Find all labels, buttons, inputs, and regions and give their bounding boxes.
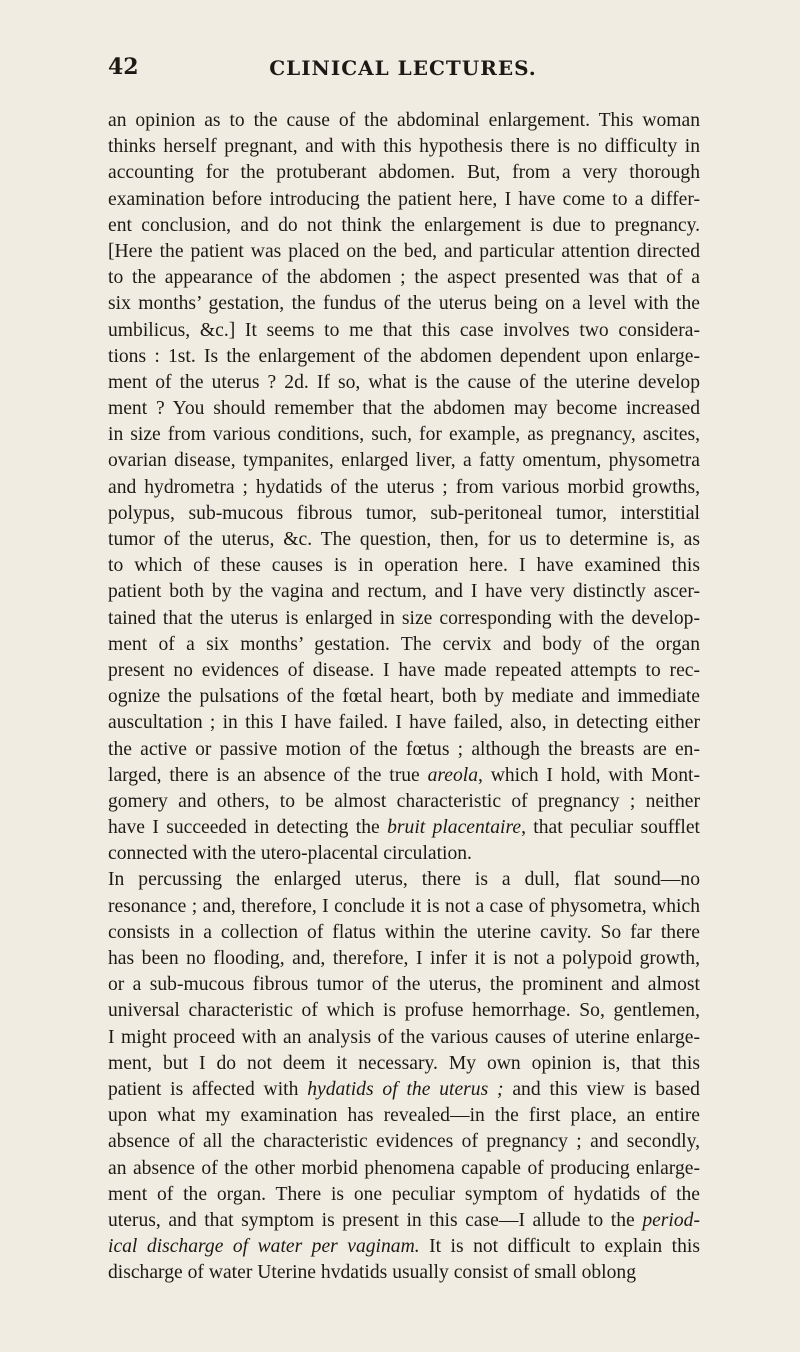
text-line: to which of these causes is in operation here. I have examined this xyxy=(108,555,700,577)
text-line: ognize the pulsations of the fœtal heart, both by mediate and immediate xyxy=(108,686,700,708)
text-line: gomery and others, to be almost characteristic of pregnancy ; neither xyxy=(108,790,700,812)
body-text xyxy=(108,108,700,1286)
text-line: auscultation ; in this I have failed. I have failed, also, in detecting either xyxy=(108,712,700,734)
text-line: ment of the uterus ? 2d. If so, what is the cause of the uterine develop xyxy=(108,371,700,393)
text-line: consists in a collection of flatus within the uterine cavity. So far there xyxy=(108,921,700,943)
text-line: in size from various conditions, such, for example, as pregnancy, ascites, xyxy=(108,424,700,446)
text-segment: patient is affected with xyxy=(108,1078,308,1100)
text-segment: , which I hold, with Mont- xyxy=(478,764,700,786)
text-line xyxy=(108,1234,700,1260)
page-number: 42 xyxy=(108,54,139,80)
page-header xyxy=(108,54,698,94)
italic-phrase: areola xyxy=(427,764,478,786)
text-line: polypus, sub-mucous fibrous tumor, sub-peritoneal tumor, interstitial xyxy=(108,502,700,524)
text-segment: have I succeeded in detecting the xyxy=(108,817,388,839)
text-line: [Here the patient was placed on the bed, and particular attention directed xyxy=(108,240,700,262)
text-line: upon what my examination has revealed—in the first place, an entire xyxy=(108,1105,700,1127)
text-line: ent conclusion, and do not think the enlargement is due to pregnancy. xyxy=(108,214,700,236)
text-line: examination before introducing the patient here, I have come to a differ- xyxy=(108,188,700,210)
italic-phrase: bruit placentaire xyxy=(387,817,522,839)
text-segment: It is not difficult to explain this xyxy=(419,1236,700,1258)
text-line: tained that the uterus is enlarged in size corresponding with the develop- xyxy=(108,607,700,629)
italic-phrase: ical discharge of water per vaginam. xyxy=(108,1236,420,1258)
text-line: an opinion as to the cause of the abdominal enlargement. This woman xyxy=(108,110,700,131)
text-line: ment of a six months’ gestation. The cervix and body of the organ xyxy=(108,633,700,655)
text-line: present no evidences of disease. I have made repeated attempts to rec- xyxy=(108,659,700,681)
italic-phrase: period- xyxy=(642,1209,700,1231)
text-line: absence of all the characteristic evidences of pregnancy ; and secondly, xyxy=(108,1131,700,1153)
text-line: ment of the organ. There is one peculiar symptom of hydatids of the xyxy=(108,1183,700,1205)
text-line: an absence of the other morbid phenomena capable of producing enlarge- xyxy=(108,1157,700,1179)
text-line: six months’ gestation, the fundus of the uterus being on a level with the xyxy=(108,293,700,315)
text-line: ment, but I do not deem it necessary. My own opinion is, that this xyxy=(108,1052,700,1074)
text-line xyxy=(108,815,700,841)
text-line: ment ? You should remember that the abdomen may become increased xyxy=(108,398,700,420)
text-segment: larged, there is an absence of the true xyxy=(108,764,428,786)
text-line: the active or passive motion of the fœtus ; although the breasts are en- xyxy=(108,738,700,760)
text-line: patient both by the vagina and rectum, and I have very distinctly ascer- xyxy=(108,581,700,603)
text-line: umbilicus, &c.] It seems to me that this case involves two considera- xyxy=(108,319,700,341)
text-line: connected with the utero-placental circulation. xyxy=(108,843,472,865)
running-head: CLINICAL LECTURES. xyxy=(269,56,537,80)
text-line: and hydrometra ; hydatids of the uterus ; from various morbid growths, xyxy=(108,476,700,498)
text-line xyxy=(108,1208,700,1234)
text-line: universal characteristic of which is profuse hemorrhage. So, gentlemen, xyxy=(108,1000,700,1022)
text-segment: and this view is based xyxy=(503,1078,700,1100)
text-line: ovarian disease, tympanites, enlarged liver, a fatty omentum, physometra xyxy=(108,450,700,472)
text-line xyxy=(108,1077,700,1103)
text-line: resonance ; and, therefore, I conclude it is not a case of physometra, which xyxy=(108,895,700,917)
text-line: I might proceed with an analysis of the various causes of uterine enlarge- xyxy=(108,1026,700,1048)
text-line: accounting for the protuberant abdomen. But, from a very thorough xyxy=(108,162,700,184)
text-line: to the appearance of the abdomen ; the aspect presented was that of a xyxy=(108,267,700,289)
italic-phrase: hydatids of the uterus ; xyxy=(307,1078,504,1100)
text-line: tumor of the uterus, &c. The question, then, for us to determine is, as xyxy=(108,529,700,550)
text-line: discharge of water Uterine hvdatids usually consist of small oblong xyxy=(108,1262,637,1284)
text-line: has been no flooding, and, therefore, I infer it is not a polypoid growth, xyxy=(108,948,700,969)
text-segment: , that peculiar soufflet xyxy=(521,817,700,839)
text-line: or a sub-mucous fibrous tumor of the uterus, the prominent and almost xyxy=(108,974,700,996)
text-line: thinks herself pregnant, and with this hypothesis there is no difficulty in xyxy=(108,136,700,158)
text-line: In percussing the enlarged uterus, there is a dull, flat sound—no xyxy=(108,869,700,891)
text-line xyxy=(108,763,700,789)
text-segment: uterus, and that symptom is present in this case—I allude to the xyxy=(108,1209,643,1231)
text-line: tions : 1st. Is the enlargement of the abdomen dependent upon enlarge- xyxy=(108,345,700,367)
